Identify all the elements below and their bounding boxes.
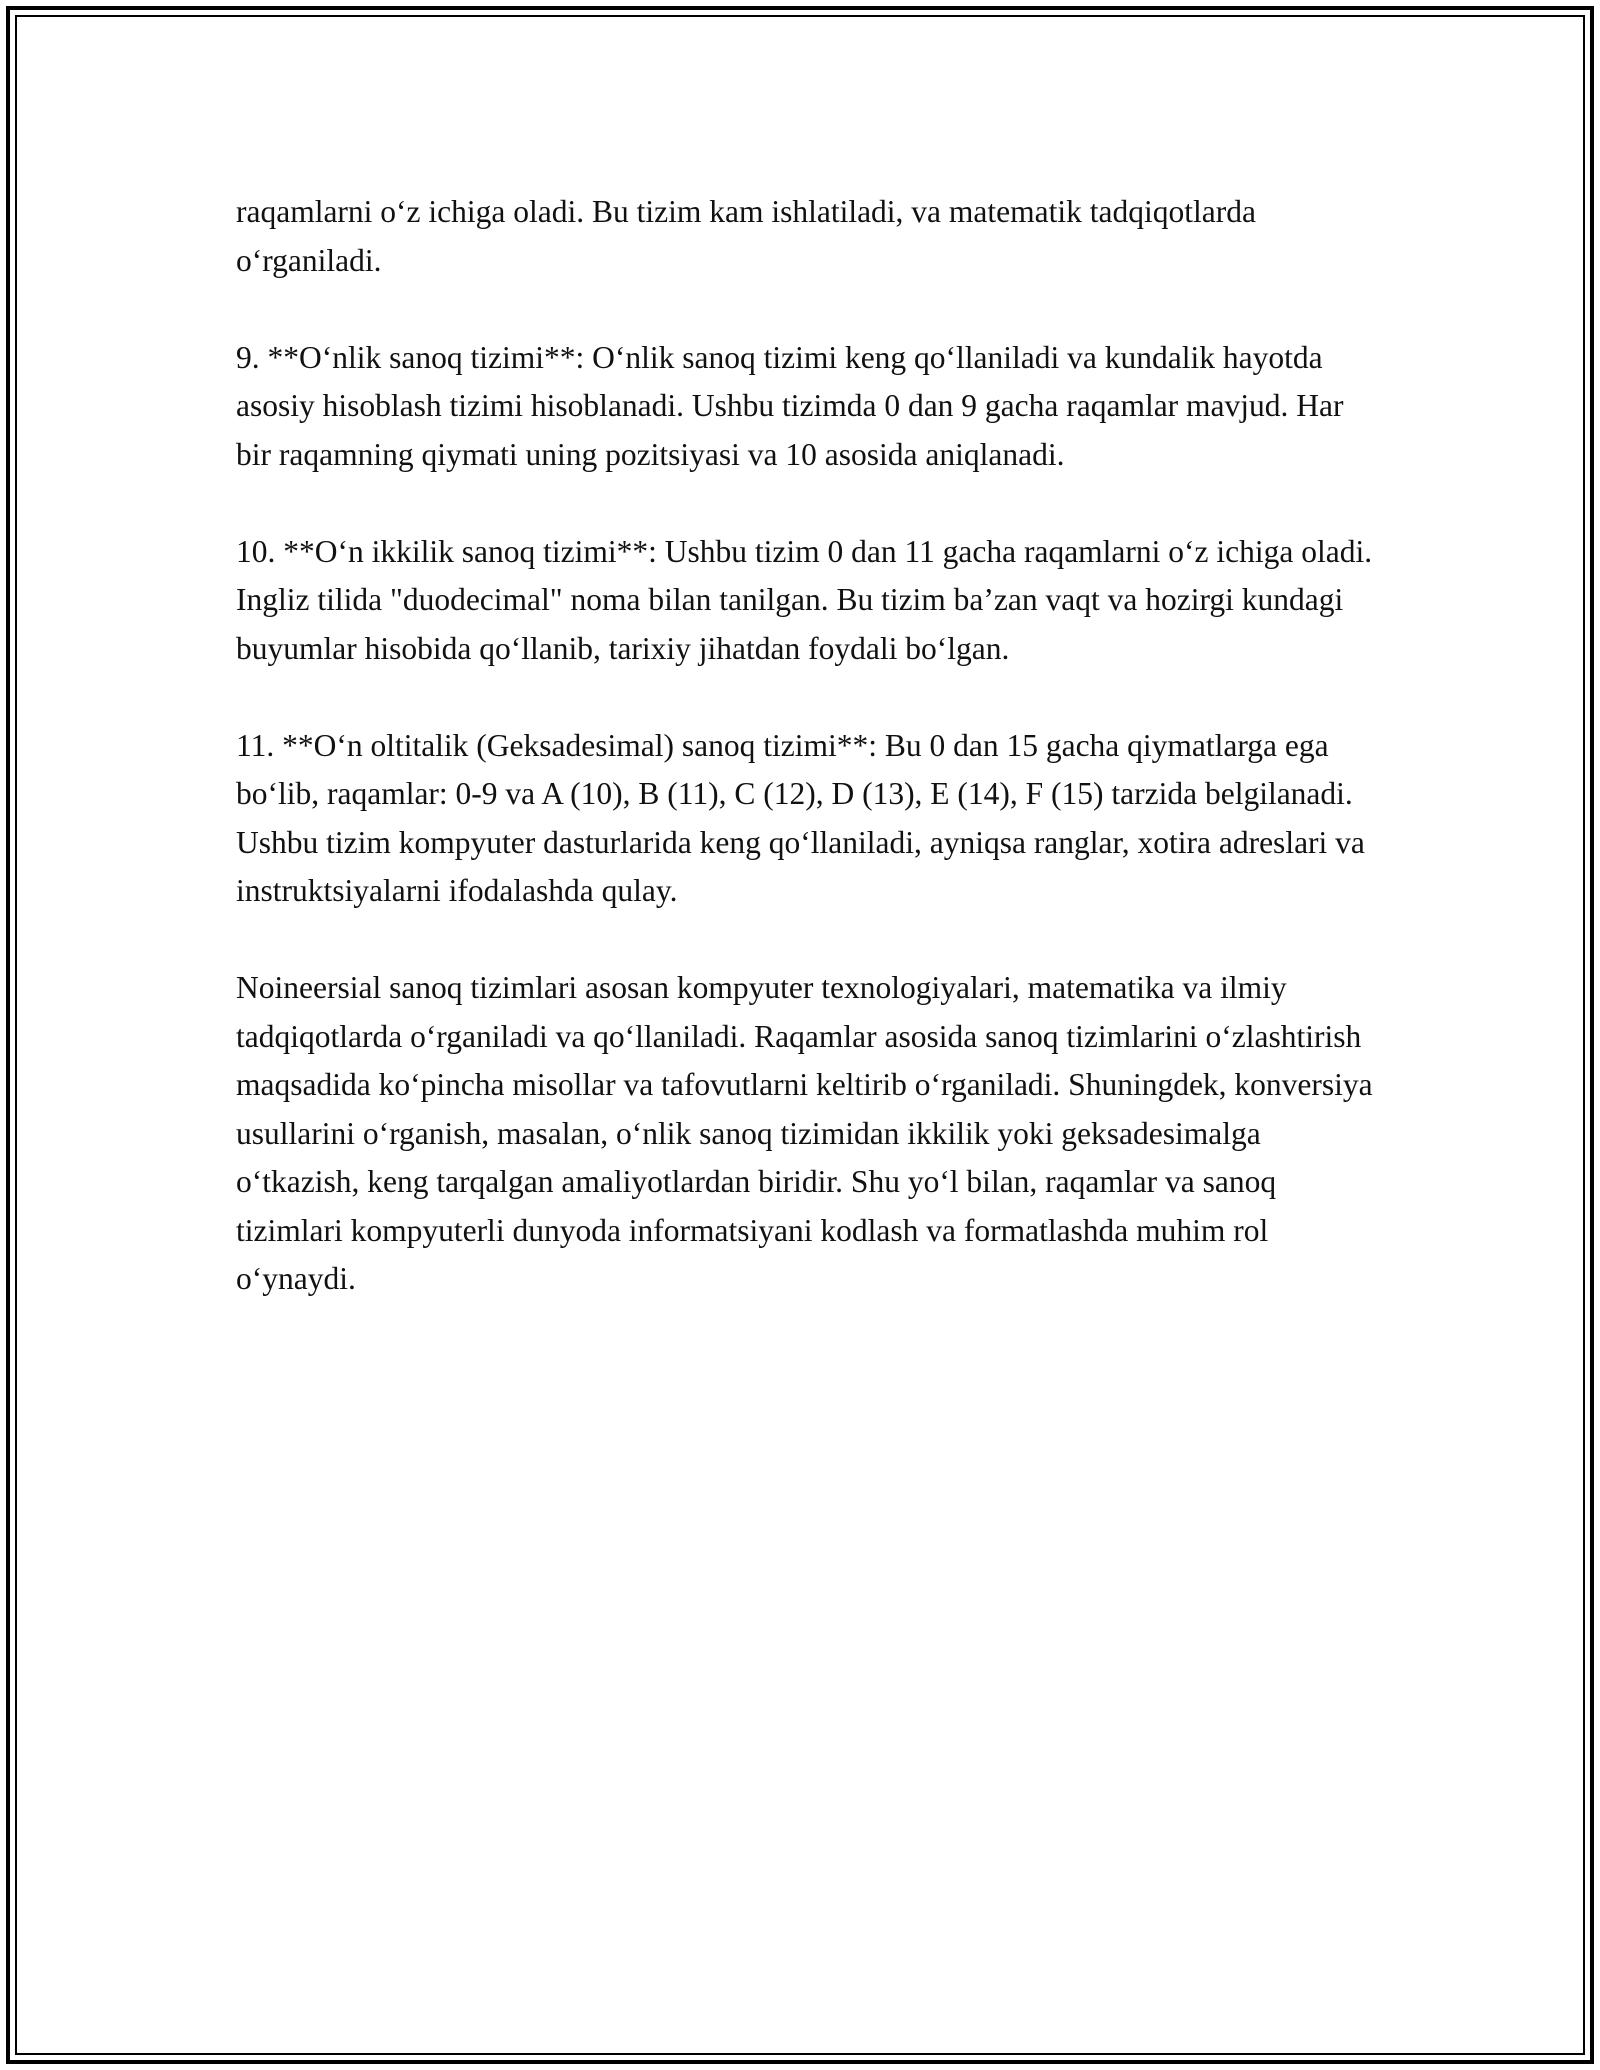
paragraph-item-11: 11. **O‘n oltitalik (Geksadesimal) sanoq tizimi**: Bu 0 dan 15 gacha qiymatlarga ega bo‘lib, raqamlar: 0-9 va A (10), B (11), C (12), D (13), E (14), F (15) tarzida belgilanadi. Ushbu tizim kompyuter dasturlarida keng qo‘llaniladi, ayniqsa ranglar, xotira adreslari va instruktsiyalarni ifodalashda qulay. (236, 727, 1365, 908)
document-body (236, 188, 1386, 1304)
paragraph-conclusion: Noineersial sanoq tizimlari asosan kompyuter texnologiyalari, matematika va ilmiy tadqiqotlarda o‘rganiladi va qo‘llaniladi. Raqamlar asosida sanoq tizimlarini o‘zlashtirish maqsadida ko‘pincha misollar va tafovutlarni keltirib o‘rganiladi. Shuningdek, konversiya usullarini o‘rganish, masalan, o‘nlik sanoq tizimidan ikkilik yoki geksadesimalga o‘tkazish, keng tarqalgan amaliyotlardan biridir. Shu yo‘l bilan, raqamlar va sanoq tizimlari kompyuterli dunyoda informatsiyani kodlash va formatlashda muhim rol o‘ynaydi. (236, 970, 1373, 1296)
paragraph-continuation: raqamlarni o‘z ichiga oladi. Bu tizim kam ishlatiladi, va matematik tadqiqotlarda o‘rganiladi. (236, 194, 1256, 278)
paragraph-item-9: 9. **O‘nlik sanoq tizimi**: O‘nlik sanoq tizimi keng qo‘llaniladi va kundalik hayotda asosiy hisoblash tizimi hisoblanadi. Ushbu tizimda 0 dan 9 gacha raqamlar mavjud. Har bir raqamning qiymati uning pozitsiyasi va 10 asosida aniqlanadi. (236, 339, 1344, 472)
paragraph-item-10: 10. **O‘n ikkilik sanoq tizimi**: Ushbu tizim 0 dan 11 gacha raqamlarni o‘z ichiga oladi. Ingliz tilida "duodecimal" noma bilan tanilgan. Bu tizim ba’zan vaqt va hozirgi kundagi buyumlar hisobida qo‘llanib, tarixiy jihatdan foydali bo‘lgan. (236, 533, 1373, 666)
